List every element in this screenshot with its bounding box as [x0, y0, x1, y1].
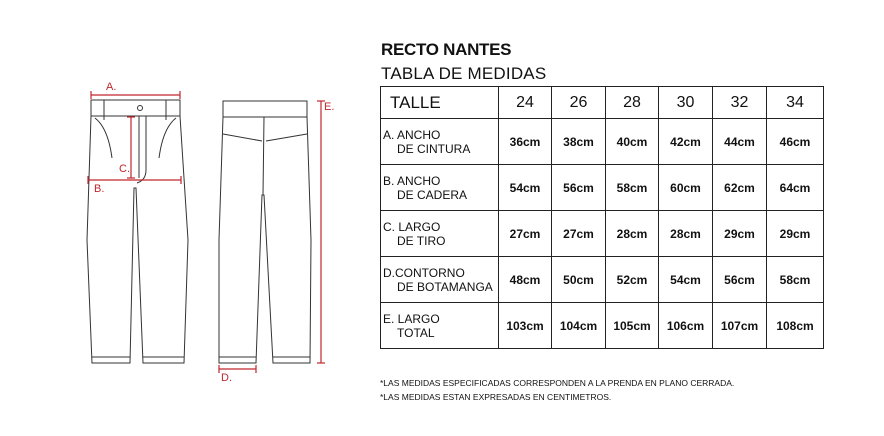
measure-row-hip — [381, 165, 824, 211]
value-cell: 58cm — [606, 165, 659, 211]
value-cell: 28cm — [606, 211, 659, 257]
product-title: RECTO NANTES — [381, 40, 512, 59]
front-fly-curve — [137, 116, 146, 183]
measure-row-rise — [381, 211, 824, 257]
value-cell: 50cm — [552, 257, 606, 303]
measure-row-hem — [381, 257, 824, 303]
value-cell: 105cm — [606, 303, 659, 349]
value-cell: 40cm — [606, 119, 659, 165]
back-yoke-left — [223, 134, 262, 141]
size-header-cell: 32 — [713, 87, 767, 119]
measure-row-waist — [381, 119, 824, 165]
measure-row-length — [381, 303, 824, 349]
row-label: E. LARGO TOTAL — [381, 303, 499, 349]
front-view — [87, 100, 188, 363]
footnote-units: *LAS MEDIDAS ESTAN EXPRESADAS EN CENTIMETROS. — [380, 392, 612, 402]
value-cell: 56cm — [552, 165, 606, 211]
value-cell: 104cm — [552, 303, 606, 349]
label-a: A. — [106, 81, 117, 93]
back-yoke-right — [266, 134, 307, 141]
talle-header: TALLE — [381, 87, 499, 119]
size-header-cell: 28 — [606, 87, 659, 119]
measure-lines — [88, 91, 325, 373]
value-cell: 103cm — [499, 303, 552, 349]
value-cell: 29cm — [713, 211, 767, 257]
size-header-cell: 30 — [659, 87, 713, 119]
row-label: B. ANCHO DE CADERA — [381, 165, 499, 211]
value-cell: 54cm — [499, 165, 552, 211]
label-e: E. — [324, 101, 335, 113]
value-cell: 46cm — [767, 119, 824, 165]
front-button — [138, 106, 143, 111]
size-header-cell: 34 — [767, 87, 824, 119]
row-label: A. ANCHO DE CINTURA — [381, 119, 499, 165]
value-cell: 58cm — [767, 257, 824, 303]
value-cell: 62cm — [713, 165, 767, 211]
label-d: D. — [221, 372, 232, 384]
value-cell: 64cm — [767, 165, 824, 211]
label-c: C. — [119, 163, 130, 175]
size-header-cell: 26 — [552, 87, 606, 119]
value-cell: 38cm — [552, 119, 606, 165]
value-cell: 36cm — [499, 119, 552, 165]
value-cell: 27cm — [499, 211, 552, 257]
value-cell: 107cm — [713, 303, 767, 349]
row-label: C. LARGO DE TIRO — [381, 211, 499, 257]
value-cell: 52cm — [606, 257, 659, 303]
value-cell: 42cm — [659, 119, 713, 165]
size-header-cell: 24 — [499, 87, 552, 119]
front-pocket-left — [95, 118, 112, 158]
size-header-row — [381, 87, 824, 119]
footnotes — [380, 376, 734, 404]
value-cell: 108cm — [767, 303, 824, 349]
value-cell: 54cm — [659, 257, 713, 303]
footnote-flat: *LAS MEDIDAS ESPECIFICADAS CORRESPONDEN A LA PRENDA EN PLANO CERRADA. — [380, 378, 735, 388]
value-cell: 29cm — [767, 211, 824, 257]
value-cell: 56cm — [713, 257, 767, 303]
value-cell: 106cm — [659, 303, 713, 349]
value-cell: 27cm — [552, 211, 606, 257]
value-cell: 48cm — [499, 257, 552, 303]
value-cell: 28cm — [659, 211, 713, 257]
back-center-seam — [263, 117, 264, 195]
value-cell: 44cm — [713, 119, 767, 165]
row-label: D.CONTORNO DE BOTAMANGA — [381, 257, 499, 303]
front-outline — [87, 100, 188, 363]
label-b: B. — [94, 183, 105, 195]
back-outline — [219, 101, 311, 363]
value-cell: 60cm — [659, 165, 713, 211]
front-pocket-right — [159, 118, 176, 158]
size-table — [380, 86, 824, 349]
back-view — [219, 101, 311, 363]
table-subtitle: TABLA DE MEDIDAS — [381, 64, 547, 83]
pants-diagram — [0, 0, 360, 436]
